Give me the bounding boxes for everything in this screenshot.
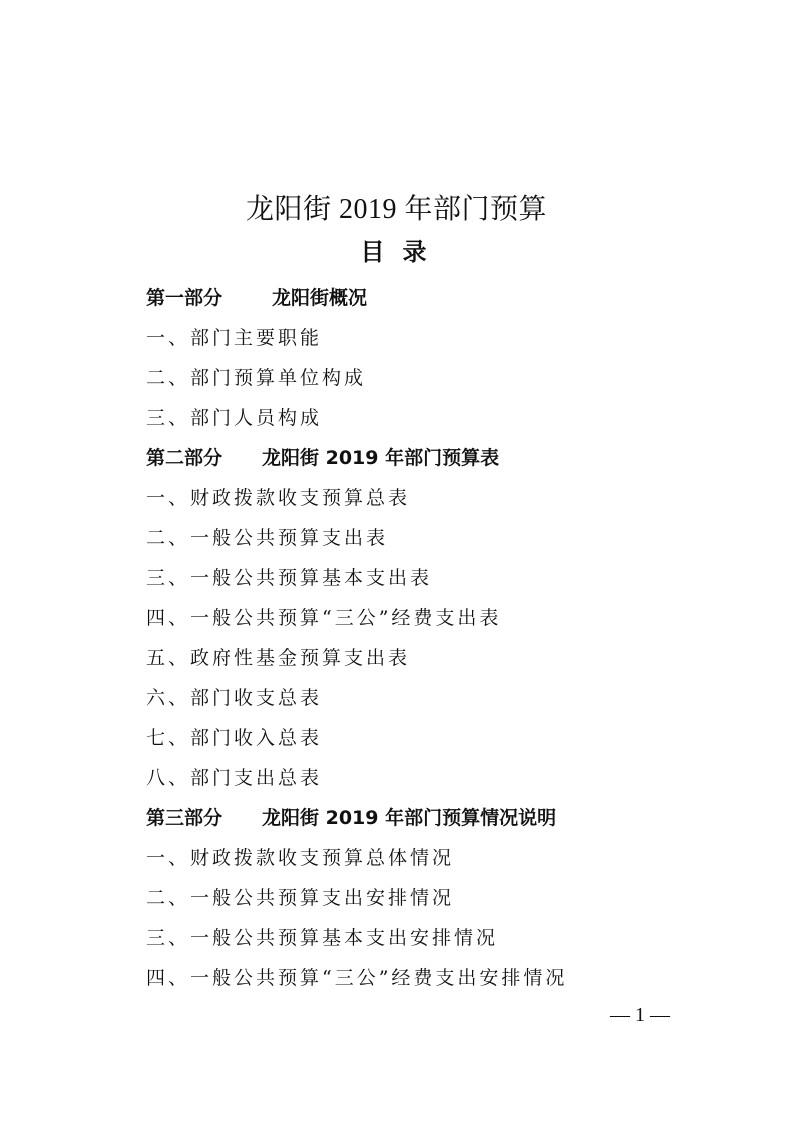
section-part-label: 第三部分 [146, 807, 223, 829]
toc-item[interactable]: 五、政府性基金预算支出表 [146, 647, 411, 669]
toc-heading: 目录 [360, 238, 445, 266]
page-number: — 1 — [610, 1004, 670, 1026]
section-part-label: 第一部分 [146, 287, 223, 309]
toc-item[interactable]: 三、一般公共预算基本支出表 [146, 567, 433, 589]
toc-item[interactable]: 四、一般公共预算“三公”经费支出表 [146, 607, 502, 629]
document-title: 龙阳街 2019 年部门预算 [245, 194, 547, 225]
section-name: 龙阳街 2019 年部门预算情况说明 [262, 807, 557, 829]
toc-item[interactable]: 二、部门预算单位构成 [146, 367, 367, 389]
toc-section-3[interactable] [146, 798, 706, 838]
toc-item[interactable]: 四、一般公共预算“三公”经费支出安排情况 [146, 967, 568, 989]
toc-item[interactable]: 二、一般公共预算支出安排情况 [146, 887, 455, 909]
section-part-label: 第二部分 [146, 447, 223, 469]
table-of-contents [146, 278, 706, 998]
toc-section-2[interactable] [146, 438, 706, 478]
toc-item[interactable]: 三、一般公共预算基本支出安排情况 [146, 927, 499, 949]
toc-section-1[interactable] [146, 278, 706, 318]
section-name: 龙阳街 2019 年部门预算表 [262, 447, 500, 469]
section-name: 龙阳街概况 [272, 287, 368, 309]
toc-item[interactable]: 三、部门人员构成 [146, 407, 323, 429]
toc-item[interactable]: 七、部门收入总表 [146, 727, 323, 749]
toc-item[interactable]: 二、一般公共预算支出表 [146, 527, 389, 549]
toc-item[interactable]: 一、财政拨款收支预算总体情况 [146, 847, 455, 869]
toc-item[interactable]: 一、财政拨款收支预算总表 [146, 487, 411, 509]
toc-item[interactable]: 八、部门支出总表 [146, 767, 323, 789]
toc-item[interactable]: 六、部门收支总表 [146, 687, 323, 709]
toc-item[interactable]: 一、部门主要职能 [146, 327, 323, 349]
